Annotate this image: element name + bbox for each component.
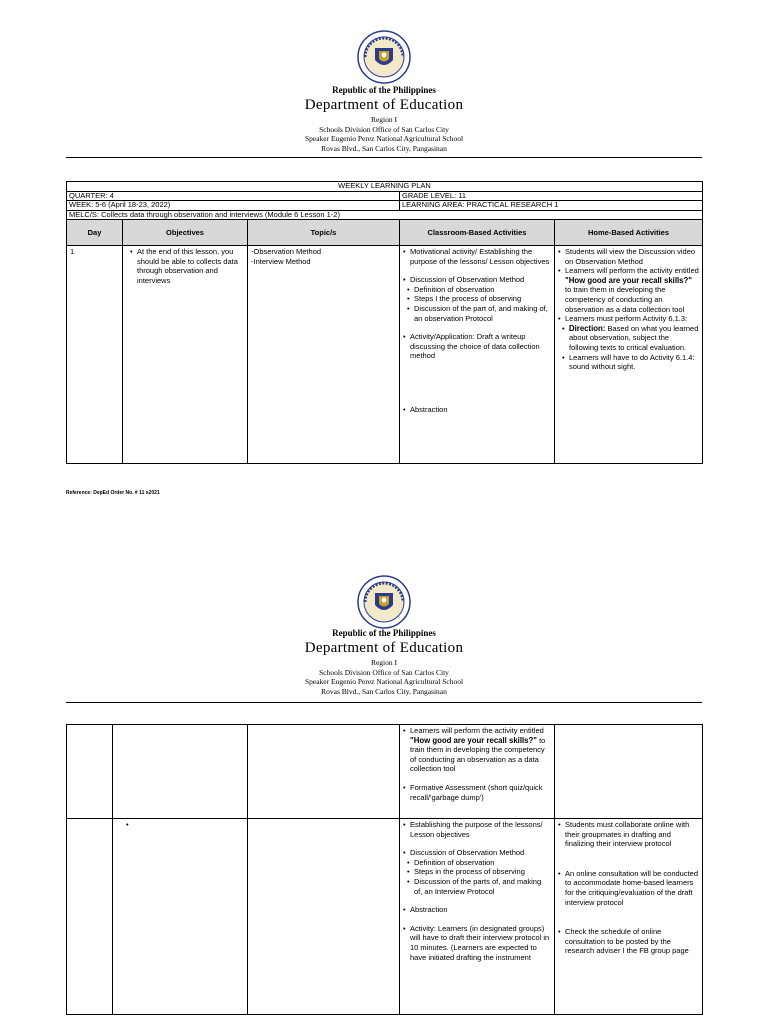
- reference-note: Reference: DepEd Order No. # 11 s2021: [66, 490, 160, 496]
- department-title: Department of Education: [304, 97, 464, 113]
- list-item: • At the end of this lesson, you should be able to collects data through observation and interviews: [130, 247, 244, 285]
- home-cell: [555, 725, 703, 819]
- topic-item: -Observation Method: [251, 247, 322, 256]
- list-item: • Steps I the process of observing: [407, 294, 551, 304]
- melcs-cell: MELC/S: Collects data through observation and interviews (Module 6 Lesson 1-2): [67, 210, 703, 220]
- list-item: • Activity: Learners (in designated groups) will have to draft their interview protocol in 10 minutes. (Learners are expected to have initiated drafting the instrument: [403, 924, 551, 962]
- region-line: Region I: [370, 658, 398, 667]
- school-line: Speaker Eugenio Perez National Agricultural School: [304, 134, 464, 143]
- week-cell: WEEK: 5-6 (April 18-23, 2022): [67, 201, 400, 211]
- objectives-cell: •: [113, 819, 248, 1015]
- objectives-cell: [123, 246, 248, 464]
- day-cell: 1: [67, 246, 123, 464]
- address-line: Rovas Blvd., San Carlos City, Pangasinan: [321, 686, 447, 696]
- list-item: • Formative Assessment (short quiz/quick recall/'garbage dump'): [403, 783, 551, 802]
- region-line: Region I: [370, 115, 398, 124]
- list-item: • Establishing the purpose of the lessons/ Lesson objectives: [403, 820, 551, 839]
- letterhead: [0, 84, 768, 153]
- col-topics: Topic/s: [248, 220, 400, 246]
- list-item: • Students must collaborate online with their groupmates in drafting and finalizing their interview protocol: [558, 820, 699, 849]
- weekly-learning-plan-table-continued: [66, 724, 703, 1015]
- republic-line: Republic of the Philippines: [332, 85, 436, 95]
- topics-cell: [248, 246, 400, 464]
- list-item: • Learners will perform the activity entitled "How good are your recall skills?" to train them in developing the competency of conducting an observation as a data collection tool: [403, 726, 551, 774]
- quarter-cell: QUARTER: 4: [67, 191, 400, 201]
- table-row: [67, 819, 703, 1015]
- division-line: Schools Division Office of San Carlos City: [319, 124, 449, 134]
- day-cell: [67, 725, 113, 819]
- list-item: • Learners will have to do Activity 6.1.4: sound without sight.: [562, 353, 699, 372]
- list-item: • Activity/Application: Draft a writeup discussing the choice of data collection method: [403, 332, 551, 361]
- classroom-cell: [400, 246, 555, 464]
- col-objectives: Objectives: [123, 220, 248, 246]
- list-item: • Definition of observation: [407, 285, 551, 295]
- table-row: [67, 246, 703, 464]
- topics-cell: [248, 725, 400, 819]
- learning-area-cell: LEARNING AREA: PRACTICAL RESEARCH 1: [400, 201, 703, 211]
- list-item: • Discussion of the part of, and making of, an observation Protocol: [407, 304, 551, 323]
- table-row: [67, 725, 703, 819]
- weekly-learning-plan-table: [66, 181, 703, 464]
- topic-item: -Interview Method: [251, 256, 311, 266]
- list-item: • Discussion of the parts of, and making of, an Interview Protocol: [407, 877, 551, 896]
- list-item: • Motivational activity/ Establishing the purpose of the lessons/ Lesson objectives: [403, 247, 551, 266]
- home-cell: [555, 246, 703, 464]
- address-line: Rovas Blvd., San Carlos City, Pangasinan: [321, 143, 447, 153]
- page-2: [0, 545, 768, 1024]
- list-item: • Definition of observation: [407, 858, 551, 868]
- list-item: • Abstraction: [403, 905, 551, 915]
- day-cell: [67, 819, 113, 1015]
- header-divider: [66, 702, 702, 703]
- plan-title: WEEKLY LEARNING PLAN: [67, 182, 703, 192]
- division-line: Schools Division Office of San Carlos City: [319, 667, 449, 677]
- list-item: • Direction: Based on what you learned about observation, subject the following texts to critical evaluation.: [562, 324, 699, 353]
- col-home-activities: Home-Based Activities: [555, 220, 703, 246]
- list-item: • Learners will perform the activity entitled "How good are your recall skills?" to train them in developing the competency of conducting an observation as a data collection tool: [558, 266, 699, 314]
- deped-seal-icon: [357, 30, 411, 84]
- topics-cell: [248, 819, 400, 1015]
- deped-seal-icon: [357, 575, 411, 629]
- list-item: • Discussion of Observation Method: [403, 275, 551, 285]
- classroom-cell: [400, 725, 555, 819]
- list-item: • Students will view the Discussion video on Observation Method: [558, 247, 699, 266]
- letterhead: [0, 627, 768, 696]
- republic-line: Republic of the Philippines: [332, 628, 436, 638]
- list-item: • Abstraction: [403, 405, 551, 415]
- list-item: • Discussion of Observation Method: [403, 848, 551, 858]
- school-line: Speaker Eugenio Perez National Agricultural School: [304, 677, 464, 686]
- list-item: • Steps in the process of observing: [407, 867, 551, 877]
- classroom-cell: [400, 819, 555, 1015]
- list-item: • Learners must perform Activity 6.1.3:: [558, 314, 699, 324]
- grade-level-cell: GRADE LEVEL: 11: [400, 191, 703, 201]
- list-item: • An online consultation will be conducted to accommodate home-based learners for the critiquing/evaluation of the draft interview protocol: [558, 869, 699, 907]
- list-item: • Check the schedule of online consultation to be posted by the research adviser I the FB group page: [558, 927, 699, 956]
- objectives-cell: [113, 725, 248, 819]
- department-title: Department of Education: [304, 640, 464, 656]
- home-cell: [555, 819, 703, 1015]
- col-classroom-activities: Classroom-Based Activities: [400, 220, 555, 246]
- header-divider: [66, 157, 702, 158]
- col-day: Day: [67, 220, 123, 246]
